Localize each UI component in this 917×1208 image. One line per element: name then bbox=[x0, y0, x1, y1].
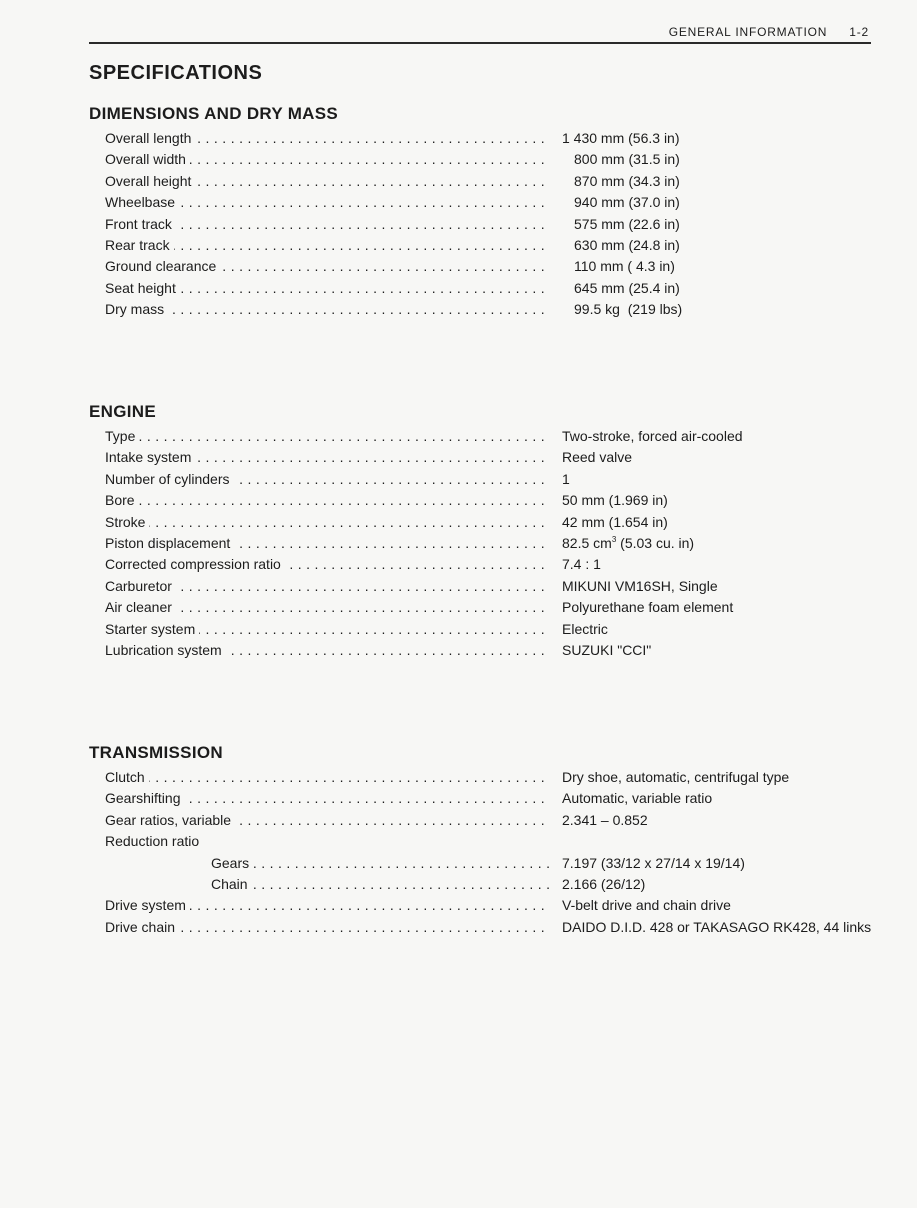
spec-label: Seat height bbox=[105, 280, 180, 296]
spec-label: Number of cylinders bbox=[105, 471, 234, 487]
section-title: TRANSMISSION bbox=[89, 743, 223, 762]
spec-value: Electric bbox=[562, 620, 608, 637]
spec-row bbox=[89, 640, 652, 661]
spec-row bbox=[89, 171, 680, 192]
spec-row bbox=[89, 128, 680, 149]
spec-row bbox=[89, 512, 668, 533]
spec-row bbox=[89, 192, 680, 213]
spec-label: Ground clearance bbox=[105, 258, 220, 274]
spec-row bbox=[89, 554, 601, 575]
spec-value: 800 mm (31.5 in) bbox=[574, 151, 680, 168]
spec-row bbox=[89, 895, 731, 916]
spec-row bbox=[89, 917, 872, 938]
spec-row bbox=[89, 619, 608, 640]
spec-label: Gearshifting bbox=[105, 790, 184, 806]
spec-value: Reed valve bbox=[562, 449, 633, 466]
spec-value: 2.341 – 0.852 bbox=[562, 811, 648, 828]
spec-label: Stroke bbox=[105, 514, 149, 530]
spec-label: Lubrication system bbox=[105, 642, 226, 658]
transmission-section bbox=[89, 742, 872, 938]
spec-label: Wheelbase bbox=[105, 194, 179, 210]
spec-label: Corrected compression ratio bbox=[105, 556, 285, 572]
spec-value: 7.4 : 1 bbox=[562, 556, 601, 573]
spec-value: 1 430 mm (56.3 in) bbox=[562, 130, 680, 146]
spec-label: Type bbox=[105, 428, 139, 444]
spec-label: Drive chain bbox=[105, 919, 179, 935]
spec-label: Air cleaner bbox=[105, 599, 176, 615]
spec-label: Gear ratios, variable bbox=[105, 812, 235, 828]
spec-row bbox=[89, 299, 683, 320]
spec-label: Carburetor bbox=[105, 578, 176, 594]
spec-value: 82.5 $cm^3$ (5.03 cu. in) bbox=[562, 534, 695, 551]
spec-value: Two-stroke, forced air-cooled bbox=[562, 428, 743, 444]
spec-value: 645 mm (25.4 in) bbox=[574, 279, 680, 296]
spec-value: 940 mm (37.0 in) bbox=[574, 194, 680, 211]
spec-label: Front track bbox=[105, 216, 176, 232]
spec-row bbox=[89, 576, 718, 597]
spec-row bbox=[89, 831, 223, 852]
spec-value: 7.197 (33/12 x 27/14 x 19/14) bbox=[562, 854, 745, 871]
spec-label: Gears bbox=[211, 855, 253, 871]
spec-label: Dry mass bbox=[105, 301, 168, 317]
spec-value: Polyurethane foam element bbox=[562, 599, 734, 616]
spec-label: Chain bbox=[211, 876, 252, 892]
spec-value: 1 bbox=[562, 470, 570, 487]
spec-value: 42 mm (1.654 in) bbox=[562, 513, 668, 530]
spec-row bbox=[89, 597, 734, 618]
spec-row bbox=[89, 149, 680, 170]
spec-label: Intake system bbox=[105, 449, 195, 465]
spec-value: 870 mm (34.3 in) bbox=[574, 172, 680, 189]
spec-label: Starter system bbox=[105, 621, 199, 637]
spec-row bbox=[89, 810, 648, 831]
spec-value: Automatic, variable ratio bbox=[562, 790, 713, 807]
spec-row bbox=[89, 447, 633, 468]
page-title: SPECIFICATIONS bbox=[89, 62, 263, 84]
dimensions-section bbox=[89, 103, 683, 321]
spec-label: Clutch bbox=[105, 769, 149, 785]
spec-value: 110 mm ( 4.3 in) bbox=[574, 258, 675, 275]
page-number: 1-2 bbox=[849, 25, 869, 39]
spec-label: Reduction ratio bbox=[105, 833, 203, 849]
spec-row bbox=[89, 256, 675, 277]
spec-row bbox=[89, 235, 680, 256]
spec-row bbox=[89, 874, 646, 895]
spec-label: Overall width bbox=[105, 151, 190, 167]
section-title: ENGINE bbox=[89, 402, 156, 421]
header-section-title: GENERAL INFORMATION bbox=[668, 25, 828, 39]
spec-label: Overall height bbox=[105, 173, 195, 189]
spec-row bbox=[89, 490, 668, 511]
spec-value: 50 mm (1.969 in) bbox=[562, 492, 668, 509]
section-title: DIMENSIONS AND DRY MASS bbox=[89, 104, 339, 123]
spec-value: V-belt drive and chain drive bbox=[562, 897, 731, 914]
spec-value: Dry shoe, automatic, centrifugal type bbox=[562, 769, 790, 785]
spec-row bbox=[89, 214, 680, 235]
spec-row bbox=[89, 853, 745, 874]
spec-value: 2.166 (26/12) bbox=[562, 875, 646, 892]
spec-value: 630 mm (24.8 in) bbox=[574, 236, 680, 253]
spec-value: DAIDO D.I.D. 428 or TAKASAGO RK428, 44 links bbox=[562, 918, 872, 935]
spec-row bbox=[89, 278, 680, 299]
engine-section bbox=[89, 401, 743, 661]
spec-label: Rear track bbox=[105, 237, 174, 253]
spec-label: Piston displacement bbox=[105, 535, 234, 551]
spec-row bbox=[89, 533, 695, 554]
page-header bbox=[89, 24, 871, 44]
spec-value: SUZUKI "CCI" bbox=[562, 641, 652, 658]
spec-label: Overall length bbox=[105, 130, 195, 146]
spec-label: Drive system bbox=[105, 897, 190, 913]
spec-row bbox=[89, 788, 713, 809]
spec-row bbox=[89, 469, 570, 490]
spec-row bbox=[89, 426, 743, 447]
spec-row bbox=[89, 767, 790, 788]
spec-label: Bore bbox=[105, 492, 139, 508]
spec-value: MIKUNI VM16SH, Single bbox=[562, 577, 718, 594]
spec-value: 99.5 kg (219 lbs) bbox=[574, 301, 683, 318]
spec-value: 575 mm (22.6 in) bbox=[574, 215, 680, 232]
